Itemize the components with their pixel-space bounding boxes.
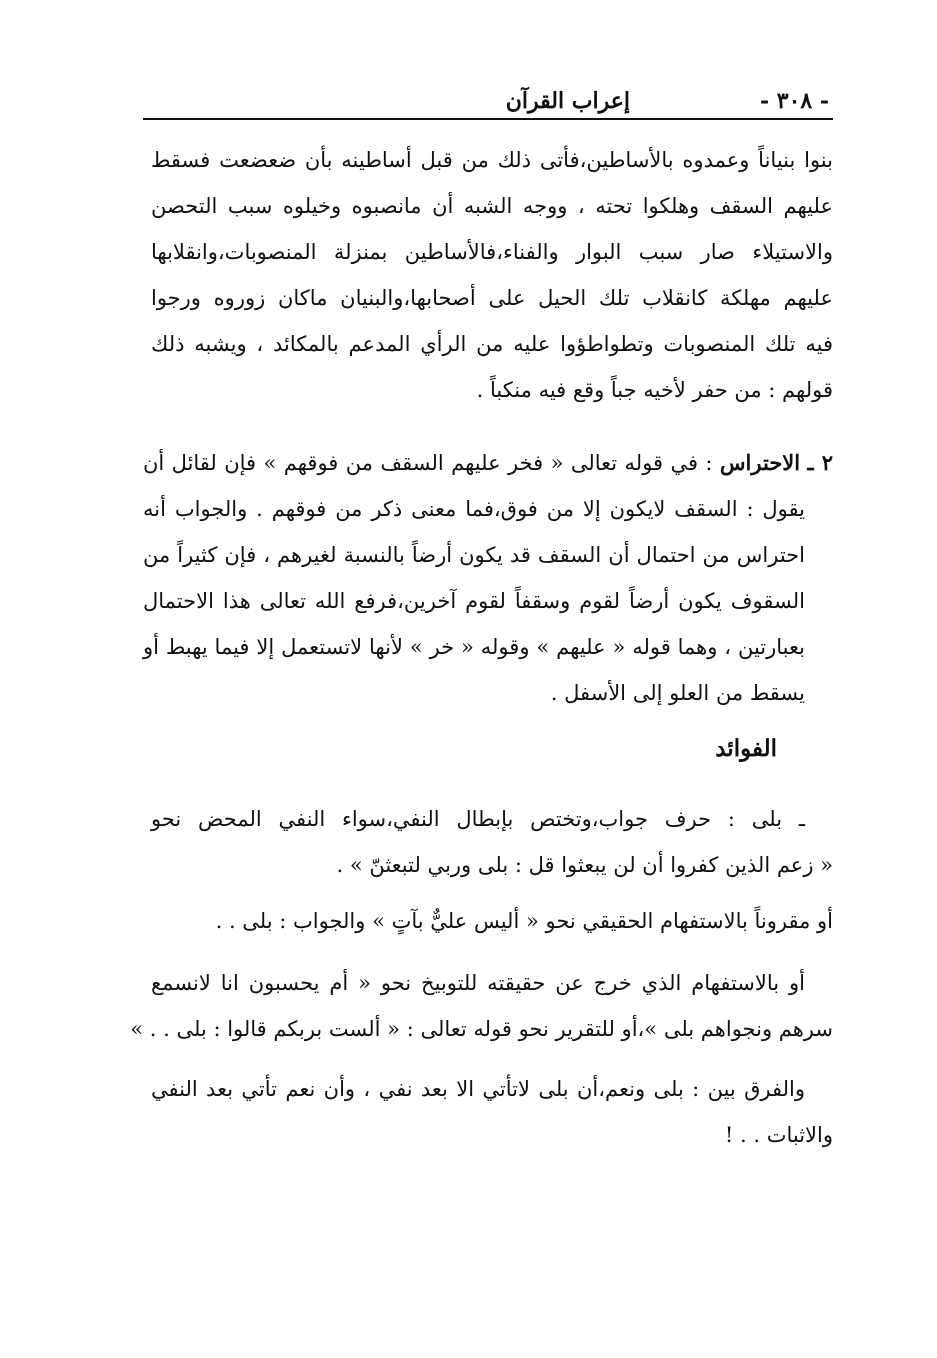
text-line: يسقط من العلو إلى الأسفل . <box>550 681 805 705</box>
text-line: يقول : السقف لايكون إلا من فوق،فما معنى ذكر من فوقهم . والجواب أنه <box>143 497 805 521</box>
fawaid-block-3 <box>130 960 833 1052</box>
page-header <box>143 70 829 114</box>
text-fragment: : في قوله تعالى « فخر عليهم السقف من فوقهم » فإن لقائل أن <box>143 451 720 475</box>
paragraph-1 <box>151 137 833 413</box>
text-line: سرهم ونجواهم بلى »،أو للتقرير نحو قوله تعالى : « ألست بربكم قالوا : بلى . . » <box>130 1017 833 1041</box>
fawaid-block-2 <box>151 898 833 944</box>
text-line: عليهم مهلكة كانقلاب تلك الحيل على أصحابها،والبنيان ماكان زوروه ورجوا <box>151 286 833 310</box>
text-line: قولهم : من حفر لأخيه جباً وقع فيه منكباً . <box>476 378 833 402</box>
text-line: بعبارتين ، وهما قوله « عليهم » وقوله « خر » لأنها لاتستعمل إلا فيما يهبط أو <box>143 635 805 659</box>
page-number: - ٣٠٨ - <box>759 88 829 114</box>
text-line: والاثبات . . ! <box>724 1123 833 1147</box>
text-line: احتراس من احتمال أن السقف قد يكون أرضاً بالنسبة لغيرهم ، فإن كثيراً من <box>143 543 805 567</box>
text-line: والاستيلاء صار سبب البوار والفناء،فالأساطين بمنزلة المنصوبات،وانقلابها <box>151 240 833 264</box>
book-title: إعراب القرآن <box>505 88 630 114</box>
fawaid-block-1 <box>151 796 833 888</box>
fawaid-block-4 <box>151 1066 833 1158</box>
text-line <box>143 440 833 486</box>
item-number: ٢ ـ <box>807 450 834 475</box>
text-line: بنوا بنياناً وعمدوه بالأساطين،فأتى ذلك من قبل أساطينه بأن ضعضعت فسقط <box>151 148 833 172</box>
header-rule <box>143 118 833 120</box>
text-line: والفرق بين : بلى ونعم،أن بلى لاتأتي الا بعد نفي ، وأن نعم تأتي بعد النفي <box>151 1077 805 1101</box>
text-line: فيه تلك المنصوبات وتطواطؤوا عليه من الرأي المدعم بالمكائد ، ويشبه ذلك <box>151 332 833 356</box>
text-line: ـ بلى : حرف جواب،وتختص بإبطال النفي،سواء النفي المحض نحو <box>151 807 805 831</box>
section-lead: الاحتراس <box>719 450 801 475</box>
text-line: أو مقروناً بالاستفهام الحقيقي نحو « أليس عليٌّ بآتٍ » والجواب : بلى . . <box>215 909 833 933</box>
text-line: السقوف يكون أرضاً لقوم وسقفاً لقوم آخرين،فرفع الله تعالى هذا الاحتمال <box>143 589 805 613</box>
text-line: « زعم الذين كفروا أن لن يبعثوا قل : بلى وربي لتبعثنّ » . <box>336 853 833 877</box>
section-heading: الفوائد <box>715 735 777 762</box>
text-line: عليهم السقف وهلكوا تحته ، ووجه الشبه أن مانصبوه وخيلوه سبب التحصن <box>151 194 833 218</box>
text-line: أو بالاستفهام الذي خرج عن حقيقته للتوبيخ نحو « أم يحسبون انا لانسمع <box>151 971 805 995</box>
paragraph-2 <box>143 440 833 716</box>
